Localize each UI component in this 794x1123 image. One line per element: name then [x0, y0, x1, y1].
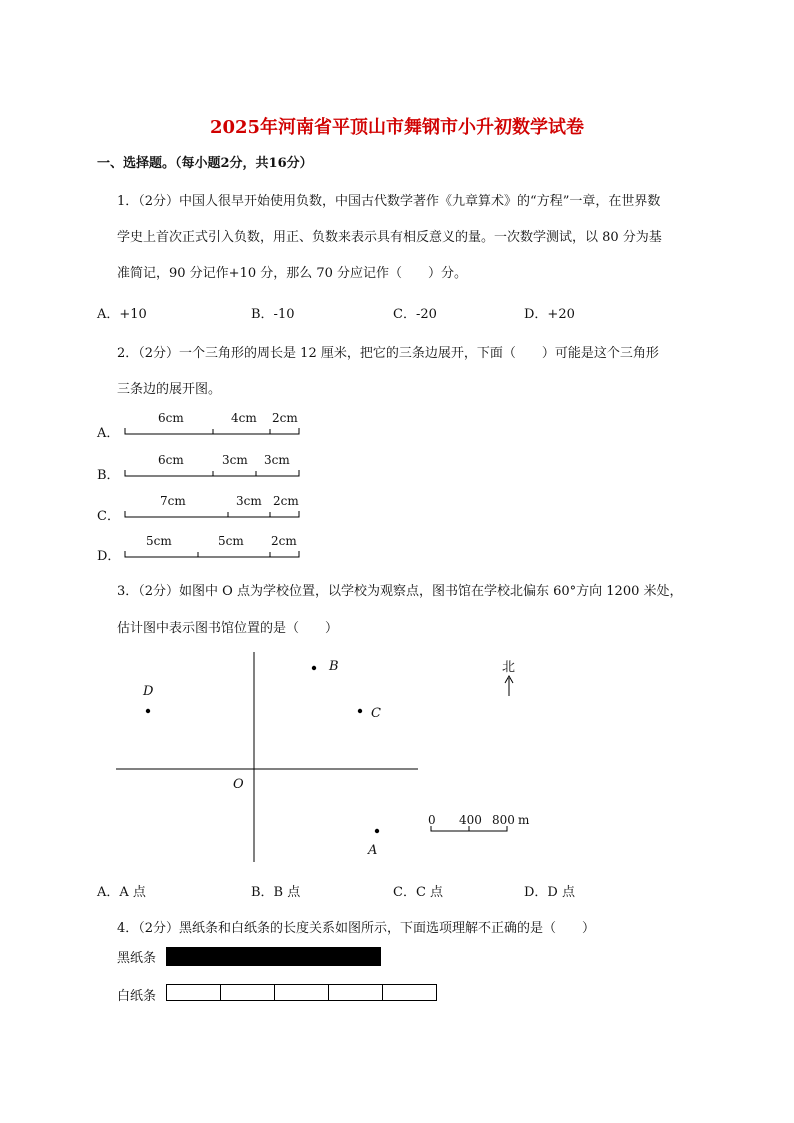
section-heading: 一、选择题。（每小题2分，共16分）: [97, 156, 313, 171]
white-strip-cell: [382, 984, 437, 1001]
seg-label: 2cm: [271, 534, 297, 548]
white-strip-cell: [328, 984, 382, 1001]
seg-label: 4cm: [231, 411, 257, 425]
label-o: O: [233, 777, 244, 792]
q2-option-d-letter: D．: [97, 549, 121, 564]
seg-label: 6cm: [158, 453, 184, 467]
label-d: D: [143, 684, 154, 699]
q3-option-c: C．C 点: [393, 885, 444, 900]
black-paper-strip: [166, 947, 381, 966]
label-c: C: [371, 706, 381, 721]
q2-option-c-letter: C．: [97, 509, 120, 524]
seg-label: 2cm: [273, 494, 299, 508]
scale-tick-800: 800: [492, 813, 515, 827]
q1-line-2: 学史上首次正式引入负数，用正、负数来表示具有相反意义的量。一次数学测试，以 80 分为基: [117, 230, 662, 245]
white-strip-cell: [220, 984, 274, 1001]
seg-label: 3cm: [222, 453, 248, 467]
north-label: 北: [502, 660, 516, 675]
scale-tick-400: 400: [459, 813, 482, 827]
page-title: 2025年河南省平顶山市舞钢市小升初数学试卷: [209, 117, 585, 138]
q3-line-1: 3．（2分）如图中 O 点为学校位置，以学校为观察点，图书馆在学校北偏东 60°方向 1200 米处，: [117, 584, 683, 599]
q3-line-2: 估计图中表示图书馆位置的是（ ）: [117, 621, 339, 636]
scale-unit: m: [518, 813, 530, 827]
q1-line-3: 准简记，90 分记作+10 分，那么 70 分应记作（ ）分。: [117, 266, 468, 281]
white-strip-cell: [274, 984, 328, 1001]
q2-option-b-letter: B．: [97, 468, 120, 483]
q1-line-1: 1．（2分）中国人很早开始使用负数，中国古代数学著作《九章算术》的“方程”一章，在世界数: [117, 194, 661, 209]
seg-label: 6cm: [158, 411, 184, 425]
q2-line-1: 2．（2分）一个三角形的周长是 12 厘米，把它的三条边展开，下面（ ）可能是这个三角形: [117, 346, 659, 361]
q1-option-c: C．-20: [393, 307, 437, 322]
white-strip-cell: [166, 984, 220, 1001]
q1-option-d: D．+20: [524, 307, 575, 322]
scale-tick-0: 0: [428, 813, 436, 827]
point-c: [358, 709, 362, 713]
q3-option-b: B．B 点: [251, 885, 301, 900]
q2-option-a-letter: A．: [97, 426, 120, 441]
q3-option-d: D．D 点: [524, 885, 575, 900]
white-paper-strip: [166, 984, 437, 1001]
label-b: B: [329, 659, 339, 674]
seg-label: 2cm: [272, 411, 298, 425]
point-a: [375, 829, 379, 833]
label-a: A: [368, 843, 378, 858]
seg-label: 3cm: [264, 453, 290, 467]
seg-label: 5cm: [218, 534, 244, 548]
seg-label: 7cm: [160, 494, 186, 508]
q2-line-2: 三条边的展开图。: [117, 382, 222, 397]
seg-label: 3cm: [236, 494, 262, 508]
point-d: [146, 709, 150, 713]
point-b: [312, 666, 316, 670]
white-strip-label: 白纸条: [117, 989, 157, 1004]
q3-option-a: A．A 点: [97, 885, 146, 900]
q4-line-1: 4．（2分）黑纸条和白纸条的长度关系如图所示，下面选项理解不正确的是（ ）: [117, 921, 596, 936]
q1-option-b: B．-10: [251, 307, 295, 322]
q1-option-a: A．+10: [97, 307, 147, 322]
seg-label: 5cm: [146, 534, 172, 548]
black-strip-label: 黑纸条: [117, 951, 157, 966]
